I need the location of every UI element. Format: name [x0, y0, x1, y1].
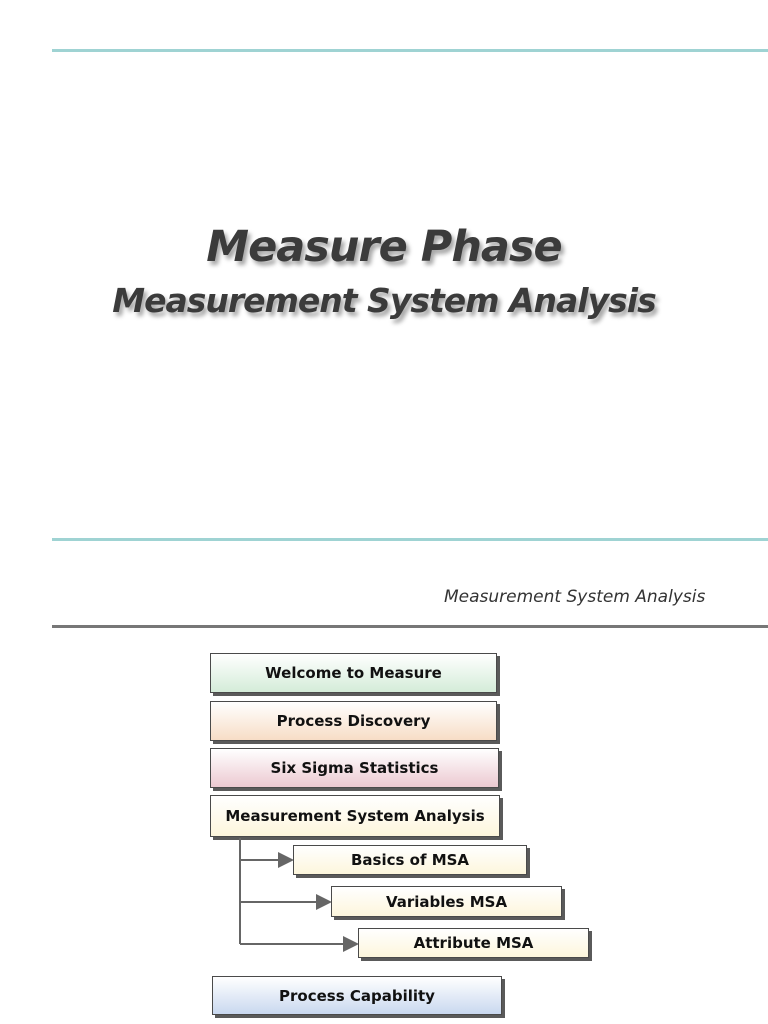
sub-box-variables-msa: Variables MSA: [331, 886, 562, 917]
roadmap-box-msa: Measurement System Analysis: [210, 795, 500, 837]
roadmap-header: Measurement System Analysis: [444, 587, 706, 607]
slide-title: Measure Phase: [206, 222, 562, 272]
slide-subtitle: Measurement System Analysis: [112, 281, 656, 320]
sub-box-attribute-msa: Attribute MSA: [358, 928, 589, 958]
roadmap-box-process-capability: Process Capability: [212, 976, 502, 1015]
sub-box-basics-of-msa: Basics of MSA: [293, 845, 527, 875]
roadmap-box-welcome: Welcome to Measure: [210, 653, 497, 693]
roadmap-box-six-sigma-statistics: Six Sigma Statistics: [210, 748, 499, 788]
roadmap-box-process-discovery: Process Discovery: [210, 701, 497, 741]
